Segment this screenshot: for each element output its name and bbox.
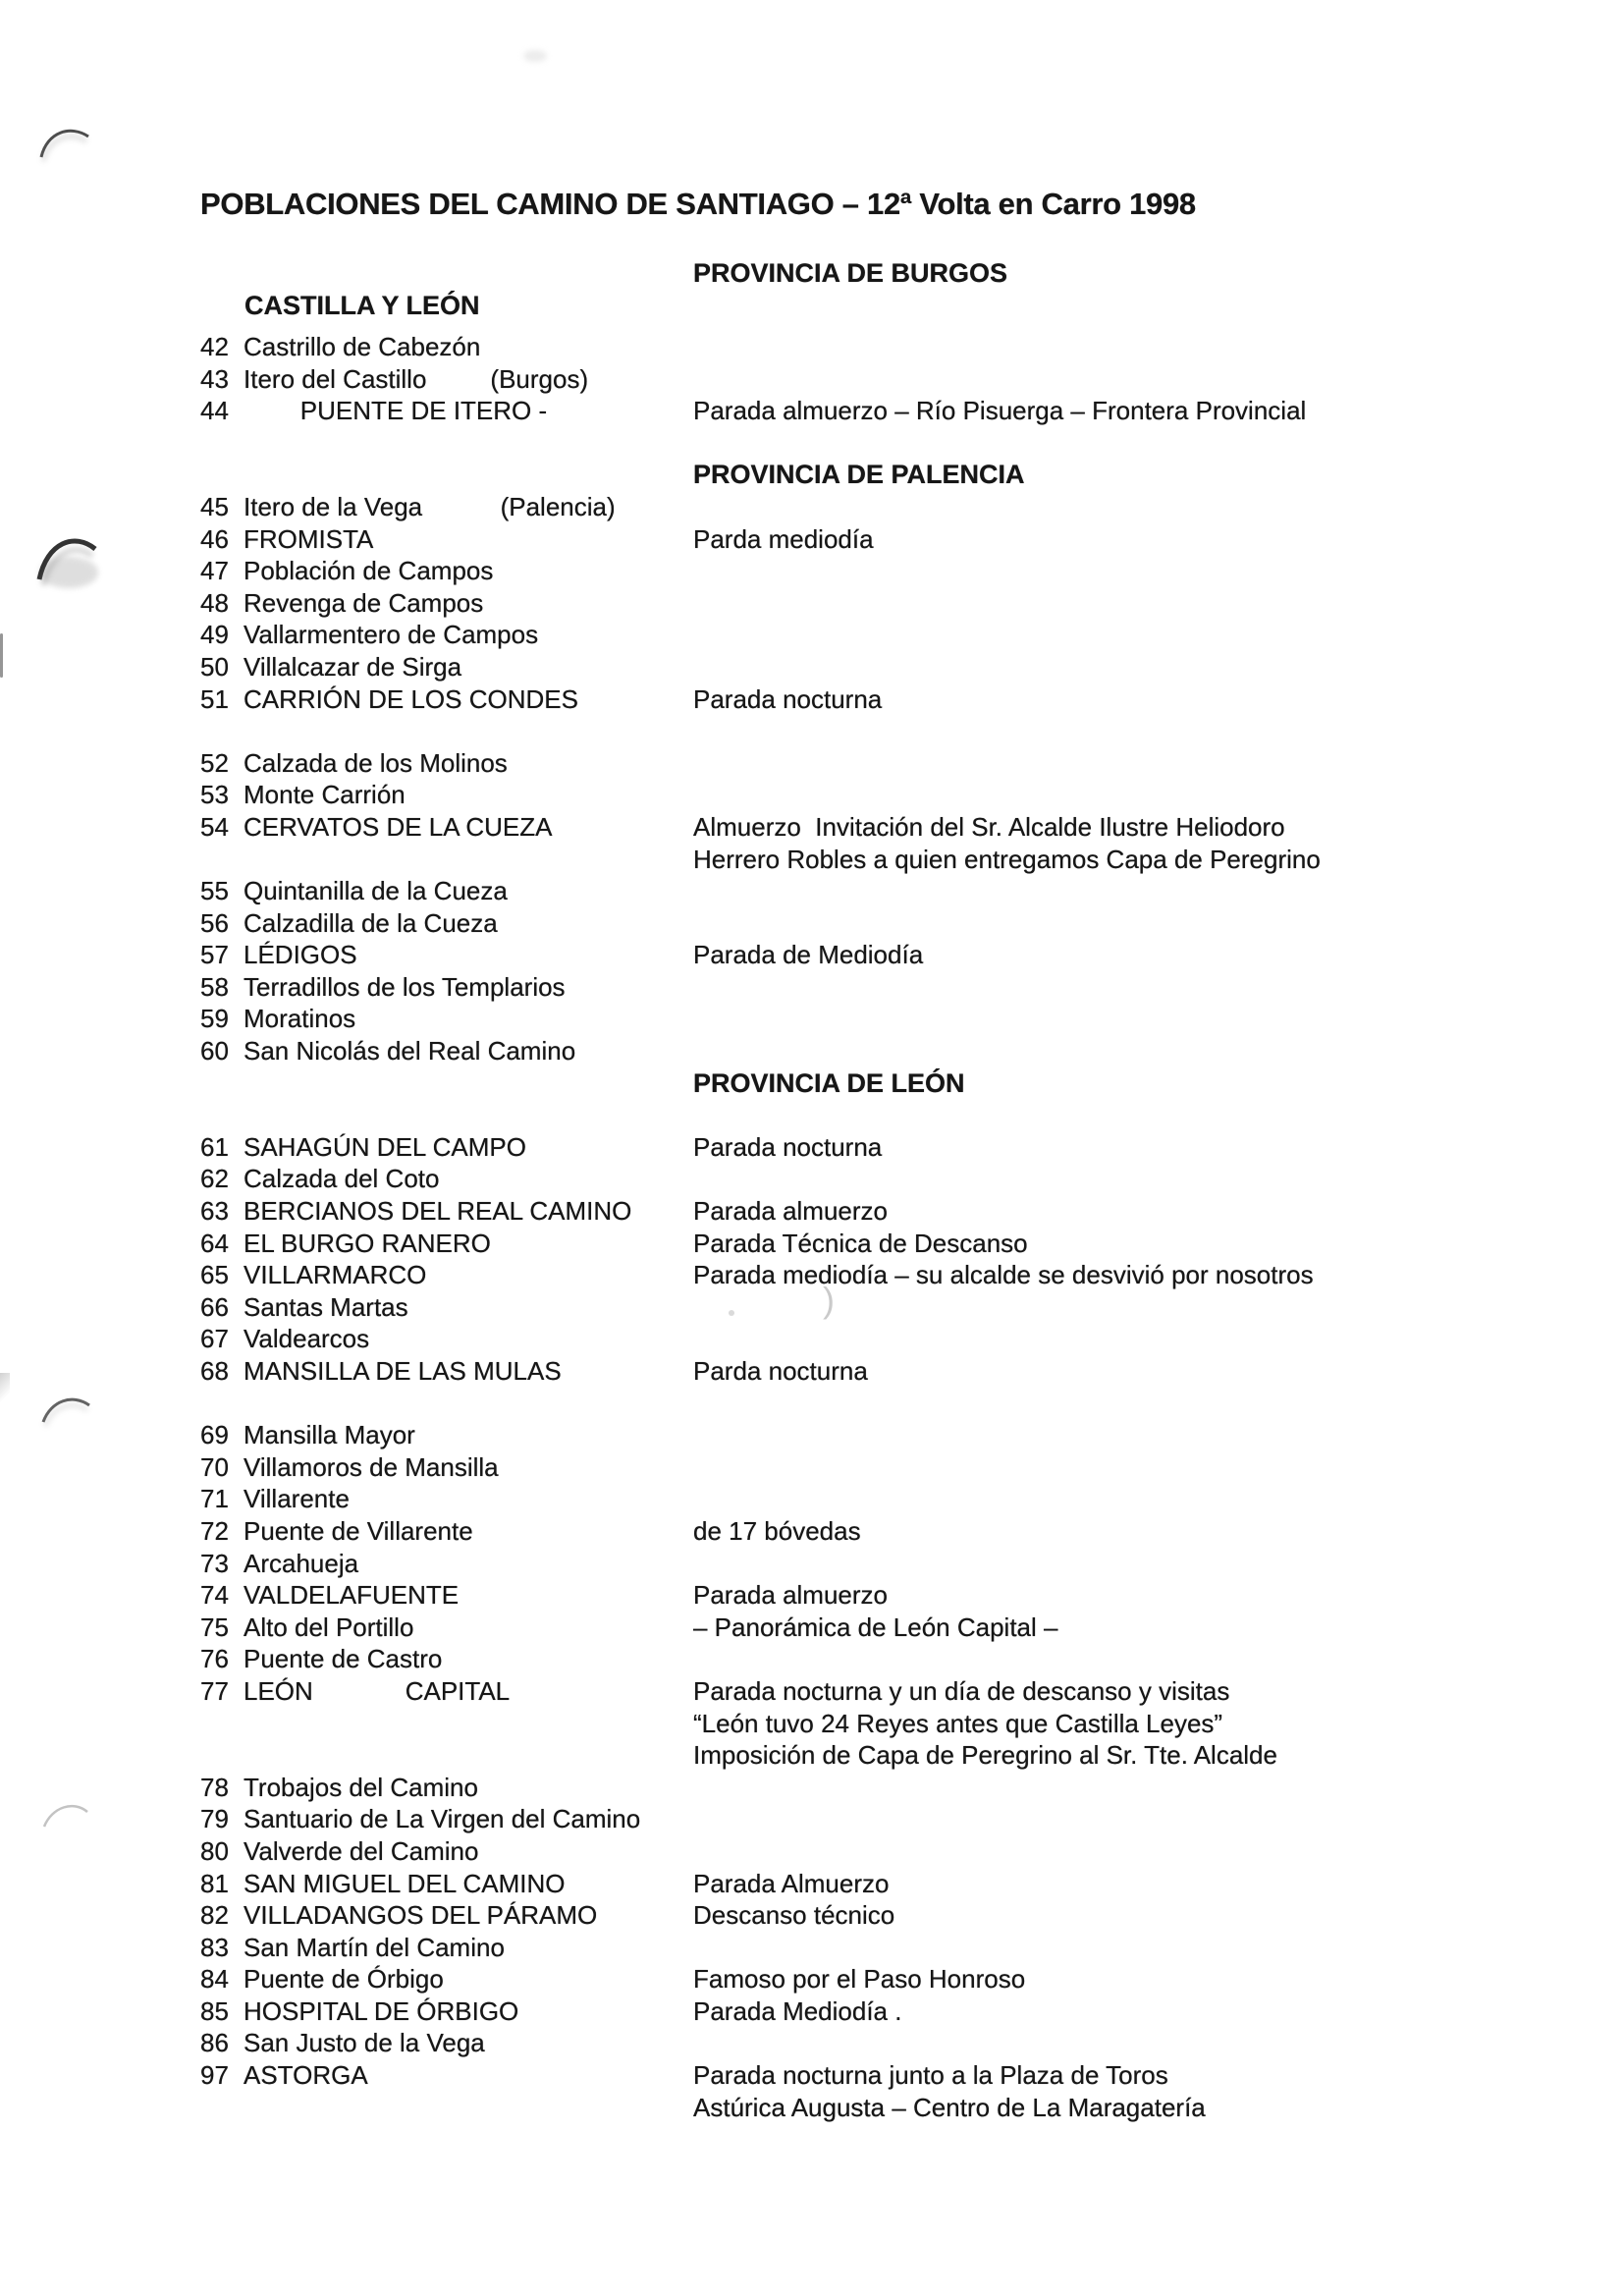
row-number: 77	[200, 1675, 229, 1706]
list-row	[200, 1228, 1624, 1260]
town-name: Itero de la Vega (Palencia)	[244, 491, 616, 521]
row-left-cell	[200, 1131, 693, 1164]
row-number: 47	[200, 556, 229, 586]
list-row	[200, 2092, 1624, 2124]
town-name: VILLARMARCO	[244, 1260, 427, 1290]
hole-mark-2	[39, 541, 98, 588]
list-row	[200, 1067, 1624, 1100]
row-left-cell	[200, 491, 693, 523]
row-number: 74	[200, 1580, 229, 1611]
row-left-cell	[200, 811, 693, 844]
list-row	[200, 2027, 1624, 2059]
town-name	[244, 1388, 693, 1420]
list-row	[200, 683, 1624, 716]
list-row	[200, 1259, 1624, 1291]
town-name: ASTORGA	[244, 2060, 368, 2091]
town-name: Vallarmentero de Campos	[244, 620, 539, 650]
row-left-cell	[200, 1612, 693, 1644]
list-row	[200, 1899, 1624, 1932]
row-left-cell	[200, 1451, 693, 1484]
row-number: 85	[200, 1995, 229, 2026]
row-number	[200, 427, 244, 460]
row-number: 43	[200, 363, 229, 394]
row-number: 78	[200, 1772, 229, 1802]
list-row	[200, 427, 1624, 460]
town-name: Valdearcos	[244, 1324, 370, 1354]
town-name: Calzadilla de la Cueza	[244, 907, 498, 938]
list-row	[200, 1515, 1624, 1548]
row-number: 80	[200, 1835, 229, 1866]
row-left-cell	[200, 1355, 693, 1388]
list-row	[200, 651, 1624, 683]
town-name: Itero del Castillo (Burgos)	[244, 363, 589, 394]
row-note: Parada Técnica de Descanso	[693, 1228, 1028, 1258]
list-row	[200, 1355, 1624, 1388]
town-name	[244, 715, 693, 747]
town-name: Mansilla Mayor	[244, 1420, 415, 1450]
row-note: Imposición de Capa de Peregrino al Sr. Tte. Alcalde	[693, 1740, 1277, 1771]
list-row	[200, 1483, 1624, 1515]
list-row	[200, 1003, 1624, 1035]
row-note: Parada Mediodía .	[693, 1995, 902, 2026]
row-left-cell	[200, 1899, 693, 1932]
list-row	[200, 939, 1624, 971]
scan-smudge	[523, 50, 547, 62]
row-number: 69	[200, 1420, 229, 1450]
list-row	[200, 1291, 1624, 1324]
list-row	[200, 1163, 1624, 1195]
list-row	[200, 1868, 1624, 1900]
list-row	[200, 1772, 1624, 1804]
row-number: 65	[200, 1260, 229, 1290]
list-row	[200, 491, 1624, 523]
list-row	[200, 1195, 1624, 1228]
row-number: 68	[200, 1356, 229, 1386]
scan-stray-mark: )	[823, 1280, 835, 1320]
town-name: Quintanilla de la Cueza	[244, 876, 508, 906]
list-row	[200, 1451, 1624, 1484]
row-left-cell	[200, 907, 693, 940]
row-note: Parada de Mediodía	[693, 940, 924, 970]
town-name: Puente de Castro	[244, 1644, 443, 1674]
row-left-cell	[200, 1291, 693, 1324]
list-row	[200, 971, 1624, 1004]
town-name: Población de Campos	[244, 556, 494, 586]
row-note: Parada Almuerzo	[693, 1868, 890, 1898]
town-name	[244, 459, 693, 491]
scan-edge-mark	[0, 1373, 10, 1406]
row-left-cell	[200, 1035, 693, 1067]
row-left-cell	[200, 1643, 693, 1675]
list-row	[200, 1388, 1624, 1420]
row-left-cell	[200, 1259, 693, 1291]
row-number: 97	[200, 2060, 229, 2091]
town-name	[244, 1099, 693, 1131]
row-left-cell	[200, 1739, 693, 1772]
row-note: Herrero Robles a quien entregamos Capa de Peregrino	[693, 844, 1321, 874]
town-name: Moratinos	[244, 1004, 356, 1034]
list-row	[200, 907, 1624, 940]
town-name	[244, 1708, 693, 1740]
town-name: Alto del Portillo	[244, 1612, 414, 1642]
row-number: 42	[200, 332, 229, 361]
row-number: 81	[200, 1868, 229, 1898]
town-name: Santuario de La Virgen del Camino	[244, 1804, 641, 1834]
row-note: Parada mediodía – su alcalde se desvivió por nosotros	[693, 1260, 1314, 1290]
town-name: Monte Carrión	[244, 780, 406, 810]
row-number: 48	[200, 587, 229, 618]
list-row	[200, 395, 1624, 427]
row-left-cell	[200, 1963, 693, 1995]
row-left-cell	[200, 2027, 693, 2059]
row-left-cell	[200, 2059, 693, 2092]
list-row	[200, 875, 1624, 907]
town-name: VILLADANGOS DEL PÁRAMO	[244, 1900, 598, 1931]
row-number	[200, 1708, 244, 1740]
town-name: Valverde del Camino	[244, 1835, 479, 1866]
row-left-cell	[200, 683, 693, 716]
town-list	[200, 331, 1624, 2123]
list-row	[200, 1131, 1624, 1164]
town-name: Castrillo de Cabezón	[244, 332, 481, 361]
row-left-cell	[200, 2092, 693, 2124]
row-left-cell	[200, 619, 693, 651]
row-left-cell	[200, 1932, 693, 1964]
town-name: FROMISTA	[244, 523, 374, 554]
town-name: San Justo de la Vega	[244, 2028, 485, 2058]
town-name: Terradillos de los Templarios	[244, 971, 566, 1002]
list-row	[200, 1612, 1624, 1644]
list-row	[200, 1708, 1624, 1740]
town-name: SAN MIGUEL DEL CAMINO	[244, 1868, 566, 1898]
row-left-cell	[200, 1803, 693, 1835]
town-name	[244, 427, 693, 460]
row-number: 64	[200, 1228, 229, 1258]
list-row	[200, 1675, 1624, 1708]
row-left-cell	[200, 1772, 693, 1804]
row-note: Parada nocturna	[693, 1131, 883, 1162]
row-left-cell	[200, 939, 693, 971]
row-left-cell	[200, 1195, 693, 1228]
row-number	[200, 1388, 244, 1420]
town-name: CERVATOS DE LA CUEZA	[244, 811, 553, 842]
row-left-cell	[200, 1067, 693, 1100]
row-number: 50	[200, 651, 229, 682]
row-note: Parada nocturna y un día de descanso y visitas	[693, 1675, 1230, 1706]
row-number: 63	[200, 1196, 229, 1227]
row-number: 53	[200, 780, 229, 810]
list-row	[200, 331, 1624, 363]
row-note: Parada almuerzo	[693, 1580, 888, 1611]
row-left-cell	[200, 1163, 693, 1195]
town-name: PUENTE DE ITERO -	[244, 396, 548, 426]
row-left-cell	[200, 395, 693, 427]
row-number: 55	[200, 876, 229, 906]
region-header-castilla-leon: CASTILLA Y LEÓN	[244, 291, 480, 320]
row-left-cell	[200, 715, 693, 747]
row-number: 49	[200, 620, 229, 650]
province-header-burgos: PROVINCIA DE BURGOS	[693, 258, 1008, 288]
row-left-cell	[200, 427, 693, 460]
row-note: Parada nocturna junto a la Plaza de Toros	[693, 2060, 1168, 2091]
row-number	[200, 2092, 244, 2124]
town-name: Puente de Villarente	[244, 1515, 473, 1546]
row-note: de 17 bóvedas	[693, 1515, 861, 1546]
row-note: Parada almuerzo	[693, 1196, 888, 1227]
list-row	[200, 747, 1624, 780]
town-name: Calzada del Coto	[244, 1164, 440, 1194]
list-row	[200, 1643, 1624, 1675]
row-number	[200, 1099, 244, 1131]
row-left-cell	[200, 459, 693, 491]
list-row	[200, 523, 1624, 556]
row-number: 61	[200, 1131, 229, 1162]
row-note: Parada almuerzo – Río Pisuerga – Frontera Provincial	[693, 396, 1307, 426]
row-left-cell	[200, 1003, 693, 1035]
row-number: 45	[200, 491, 229, 521]
town-name: Villalcazar de Sirga	[244, 651, 462, 682]
row-number: 46	[200, 523, 229, 554]
row-note: – Panorámica de León Capital –	[693, 1612, 1058, 1642]
row-number: 67	[200, 1324, 229, 1354]
row-left-cell	[200, 651, 693, 683]
row-number: 57	[200, 940, 229, 970]
town-name: Trobajos del Camino	[244, 1772, 478, 1802]
town-name	[244, 1067, 693, 1100]
list-row	[200, 1803, 1624, 1835]
row-left-cell	[200, 587, 693, 620]
list-row	[200, 555, 1624, 587]
row-left-cell	[200, 555, 693, 587]
row-left-cell	[200, 875, 693, 907]
row-left-cell	[200, 1388, 693, 1420]
list-row	[200, 1035, 1624, 1067]
list-row	[200, 1548, 1624, 1580]
row-number: 79	[200, 1804, 229, 1834]
list-row	[200, 779, 1624, 811]
row-note: Parda nocturna	[693, 1356, 868, 1386]
list-row	[200, 1579, 1624, 1612]
row-left-cell	[200, 1419, 693, 1451]
province-header: PROVINCIA DE PALENCIA	[693, 460, 1025, 490]
row-number: 84	[200, 1964, 229, 1995]
town-name: BERCIANOS DEL REAL CAMINO	[244, 1196, 632, 1227]
row-note: Astúrica Augusta – Centro de La Maragatería	[693, 2092, 1206, 2122]
row-number: 86	[200, 2028, 229, 2058]
row-number	[200, 844, 244, 876]
hole-mark-1	[41, 131, 88, 161]
row-left-cell	[200, 523, 693, 556]
row-number: 75	[200, 1612, 229, 1642]
row-note: “León tuvo 24 Reyes antes que Castilla Leyes”	[693, 1708, 1223, 1738]
town-name: HOSPITAL DE ÓRBIGO	[244, 1995, 519, 2026]
list-row	[200, 1739, 1624, 1772]
row-number: 70	[200, 1451, 229, 1482]
list-row	[200, 619, 1624, 651]
town-name: San Martín del Camino	[244, 1932, 505, 1962]
row-number: 60	[200, 1036, 229, 1066]
row-note: Parada nocturna	[693, 683, 883, 714]
row-left-cell	[200, 1515, 693, 1548]
row-left-cell	[200, 1835, 693, 1868]
town-name: Villamoros de Mansilla	[244, 1451, 499, 1482]
row-left-cell	[200, 363, 693, 396]
row-left-cell	[200, 1675, 693, 1708]
row-number: 54	[200, 811, 229, 842]
row-note: Famoso por el Paso Honroso	[693, 1964, 1026, 1995]
town-name: VALDELAFUENTE	[244, 1580, 460, 1611]
row-left-cell	[200, 1995, 693, 2028]
row-left-cell	[200, 331, 693, 363]
row-left-cell	[200, 1323, 693, 1355]
row-number: 66	[200, 1291, 229, 1322]
row-left-cell	[200, 779, 693, 811]
row-number: 44	[200, 396, 229, 426]
town-name	[244, 1739, 693, 1772]
list-row	[200, 1995, 1624, 2028]
scan-edge-mark	[0, 633, 3, 678]
row-note: Parda mediodía	[693, 523, 874, 554]
row-left-cell	[200, 1579, 693, 1612]
town-name: Villarente	[244, 1484, 350, 1514]
row-left-cell	[200, 1099, 693, 1131]
row-number: 82	[200, 1900, 229, 1931]
row-left-cell	[200, 747, 693, 780]
row-note: Descanso técnico	[693, 1900, 895, 1931]
list-row	[200, 1323, 1624, 1355]
row-number	[200, 715, 244, 747]
town-name: Calzada de los Molinos	[244, 747, 508, 778]
row-note: Almuerzo Invitación del Sr. Alcalde Ilustre Heliodoro	[693, 811, 1285, 842]
hole-mark-4	[44, 1806, 87, 1827]
list-row	[200, 1932, 1624, 1964]
row-number: 71	[200, 1484, 229, 1514]
list-row	[200, 363, 1624, 396]
row-number: 73	[200, 1548, 229, 1578]
town-name	[244, 2092, 693, 2124]
list-row	[200, 1099, 1624, 1131]
town-name: MANSILLA DE LAS MULAS	[244, 1356, 562, 1386]
list-row	[200, 2059, 1624, 2092]
town-name: San Nicolás del Real Camino	[244, 1036, 576, 1066]
row-number: 83	[200, 1932, 229, 1962]
hole-mark-3	[43, 1399, 89, 1426]
row-number: 56	[200, 907, 229, 938]
list-row	[200, 1963, 1624, 1995]
list-row	[200, 715, 1624, 747]
row-left-cell	[200, 844, 693, 876]
list-row	[200, 844, 1624, 876]
list-row	[200, 459, 1624, 491]
row-number	[200, 1739, 244, 1772]
town-name: LÉDIGOS	[244, 940, 357, 970]
row-left-cell	[200, 1548, 693, 1580]
town-name: CARRIÓN DE LOS CONDES	[244, 683, 578, 714]
town-name: Puente de Órbigo	[244, 1964, 444, 1995]
row-number: 58	[200, 971, 229, 1002]
row-left-cell	[200, 1483, 693, 1515]
row-number: 52	[200, 747, 229, 778]
town-name: Revenga de Campos	[244, 587, 484, 618]
town-name: Santas Martas	[244, 1291, 408, 1322]
row-number	[200, 459, 244, 491]
row-number: 59	[200, 1004, 229, 1034]
list-row	[200, 1419, 1624, 1451]
row-left-cell	[200, 971, 693, 1004]
province-header: PROVINCIA DE LEÓN	[693, 1067, 965, 1098]
row-number: 51	[200, 683, 229, 714]
row-number: 76	[200, 1644, 229, 1674]
town-name: LEÓN CAPITAL	[244, 1675, 511, 1706]
row-left-cell	[200, 1228, 693, 1260]
town-name: EL BURGO RANERO	[244, 1228, 491, 1258]
row-number	[200, 1067, 244, 1100]
row-left-cell	[200, 1868, 693, 1900]
list-row	[200, 811, 1624, 844]
town-name: SAHAGÚN DEL CAMPO	[244, 1131, 526, 1162]
list-row	[200, 587, 1624, 620]
page-title: POBLACIONES DEL CAMINO DE SANTIAGO – 12ª Volta en Carro 1998	[200, 187, 1196, 221]
town-name	[244, 844, 693, 876]
row-number: 72	[200, 1515, 229, 1546]
town-name: Arcahueja	[244, 1548, 359, 1578]
list-row	[200, 1835, 1624, 1868]
row-number: 62	[200, 1164, 229, 1194]
row-left-cell	[200, 1708, 693, 1740]
